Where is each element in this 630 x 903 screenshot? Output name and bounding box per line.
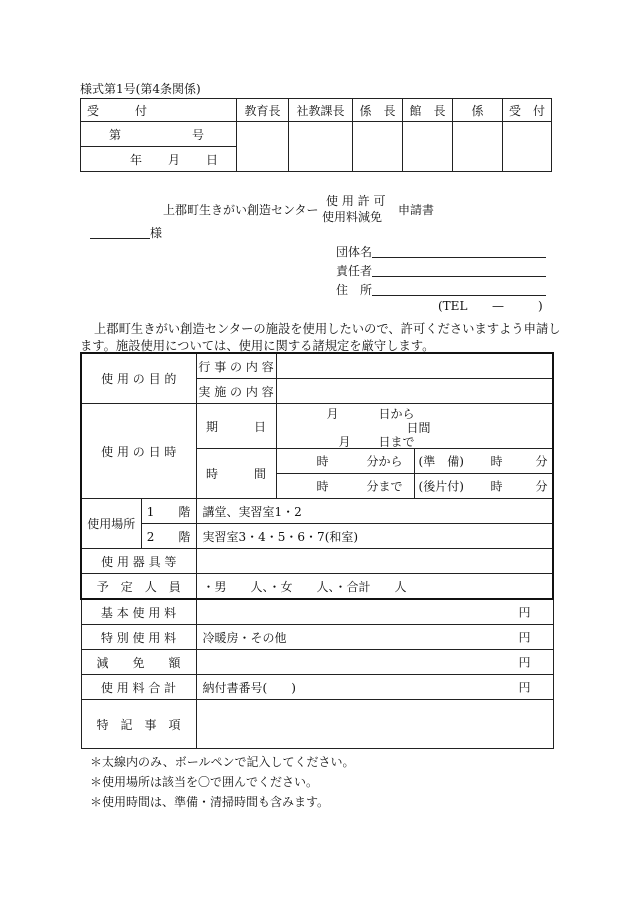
- stamp-cell-6: [503, 122, 552, 172]
- form-number: 様式第1号(第4条関係): [80, 82, 201, 96]
- implementation-content-field[interactable]: [276, 379, 553, 404]
- cleanup-label: (後片付): [418, 479, 464, 494]
- prep-label: (準 備): [418, 454, 464, 469]
- responsible-label: 責任者: [336, 264, 373, 278]
- date-cell[interactable]: [81, 147, 237, 172]
- approver-col-5: 係: [453, 99, 503, 122]
- intro-line-1: 上郡町生きがい創造センターの施設を使用したいので、許可くださいますよう申請し: [94, 322, 561, 336]
- responsible-field[interactable]: [372, 276, 546, 277]
- floor-1-rooms[interactable]: 講堂、実習室1・2: [196, 499, 553, 524]
- note-1: ＊太線内のみ、ボールペンで記入してください。: [90, 755, 355, 769]
- number-suffix: 号: [191, 127, 204, 142]
- prep-hour: 時: [490, 454, 503, 469]
- intro-line-2: ます。施設使用については、使用に関する諸規定を厳守します。: [80, 339, 435, 353]
- addressee-suffix: 様: [150, 226, 163, 240]
- equipment-field[interactable]: [196, 549, 553, 574]
- address-label: 住 所: [336, 283, 373, 297]
- title-option-permission: 使 用 許 可: [326, 194, 386, 208]
- group-name-label: 団体名: [336, 245, 373, 259]
- title-suffix: 申請書: [398, 203, 435, 217]
- floor-2-label: 2 階: [141, 524, 196, 549]
- time-from-field[interactable]: [276, 449, 414, 474]
- tel-open: (TEL: [438, 299, 468, 313]
- datetime-label: 使 用 の 日 時: [81, 404, 196, 499]
- tel-close: ): [538, 299, 543, 313]
- approver-col-1: 教育長: [237, 99, 289, 122]
- exemption-field[interactable]: [196, 650, 553, 675]
- floor-2-rooms[interactable]: 実習室3・4・5・6・7(和室): [196, 524, 553, 549]
- planned-people-label: 予 定 人 員: [81, 574, 196, 600]
- remarks-label: 特 記 事 項: [81, 700, 196, 749]
- application-table: [80, 352, 554, 749]
- payment-slip-number: 納付書番号( ): [202, 680, 296, 695]
- address-field[interactable]: [372, 295, 546, 296]
- addressee-line[interactable]: [90, 238, 150, 239]
- title-option-exemption: 使用料減免: [322, 210, 383, 224]
- time-to-minute: 分まで: [366, 479, 403, 494]
- prep-minute: 分: [535, 454, 548, 469]
- tel-dash: —: [492, 299, 504, 313]
- note-3: ＊使用時間は、準備・清掃時間も含みます。: [90, 795, 330, 809]
- time-from-hour: 時: [316, 454, 329, 469]
- stamp-cell-2: [289, 122, 353, 172]
- date-year: 年: [129, 152, 142, 167]
- time-from-minute: 分から: [366, 454, 403, 469]
- reception-label: 受 付: [87, 103, 148, 118]
- special-fee-label: 特 別 使 用 料: [81, 625, 196, 650]
- date-month: 月: [167, 152, 180, 167]
- total-fee-yen: 円: [518, 680, 531, 695]
- event-content-label: 行 事 の 内 容: [196, 353, 276, 379]
- approval-table: [80, 98, 552, 172]
- implementation-content-label: 実 施 の 内 容: [196, 379, 276, 404]
- exemption-label: 減 免 額: [81, 650, 196, 675]
- prep-time-field[interactable]: [414, 449, 553, 474]
- period-to-month: 月: [338, 435, 351, 449]
- group-name-field[interactable]: [372, 257, 546, 258]
- reception-header: [81, 99, 237, 122]
- period-to-day: 日まで: [378, 435, 415, 449]
- basic-fee-yen: 円: [518, 605, 531, 620]
- planned-people-field[interactable]: ・男 人、・女 人、・合計 人: [196, 574, 553, 600]
- note-2: ＊使用場所は該当を〇で囲んでください。: [90, 775, 319, 789]
- equipment-label: 使 用 器 具 等: [81, 549, 196, 574]
- period-days: 日間: [406, 421, 431, 435]
- cleanup-hour: 時: [490, 479, 503, 494]
- period-label: 期 日: [196, 404, 276, 449]
- approver-col-2: 社教課長: [289, 99, 353, 122]
- period-from-day: 日から: [378, 407, 415, 421]
- period-from-month: 月: [326, 407, 339, 421]
- stamp-cell-1: [237, 122, 289, 172]
- special-fee-value: 冷暖房・その他: [202, 630, 287, 645]
- basic-fee-label: 基 本 使 用 料: [81, 599, 196, 625]
- special-fee-field[interactable]: [196, 625, 553, 650]
- cleanup-time-field[interactable]: [414, 474, 553, 499]
- remarks-field[interactable]: [196, 700, 553, 749]
- date-day: 日: [205, 152, 218, 167]
- stamp-cell-4: [403, 122, 453, 172]
- stamp-cell-5: [453, 122, 503, 172]
- purpose-label: 使 用 の 目 的: [81, 353, 196, 404]
- approver-col-3: 係 長: [353, 99, 403, 122]
- exemption-yen: 円: [518, 655, 531, 670]
- time-to-field[interactable]: [276, 474, 414, 499]
- basic-fee-field[interactable]: [196, 599, 553, 625]
- event-content-field[interactable]: [276, 353, 553, 379]
- total-fee-label: 使 用 料 合 計: [81, 675, 196, 700]
- special-fee-yen: 円: [518, 630, 531, 645]
- cleanup-minute: 分: [535, 479, 548, 494]
- center-name: 上郡町生きがい創造センター: [163, 203, 319, 217]
- approver-col-4: 館 長: [403, 99, 453, 122]
- total-fee-field[interactable]: [196, 675, 553, 700]
- time-to-hour: 時: [316, 479, 329, 494]
- stamp-cell-3: [353, 122, 403, 172]
- period-field[interactable]: [276, 404, 553, 449]
- place-label: 使用場所: [81, 499, 141, 549]
- number-prefix: 第: [109, 127, 122, 142]
- time-label: 時 間: [196, 449, 276, 499]
- number-cell[interactable]: [81, 122, 237, 147]
- approver-col-6: 受 付: [503, 99, 552, 122]
- floor-1-label: 1 階: [141, 499, 196, 524]
